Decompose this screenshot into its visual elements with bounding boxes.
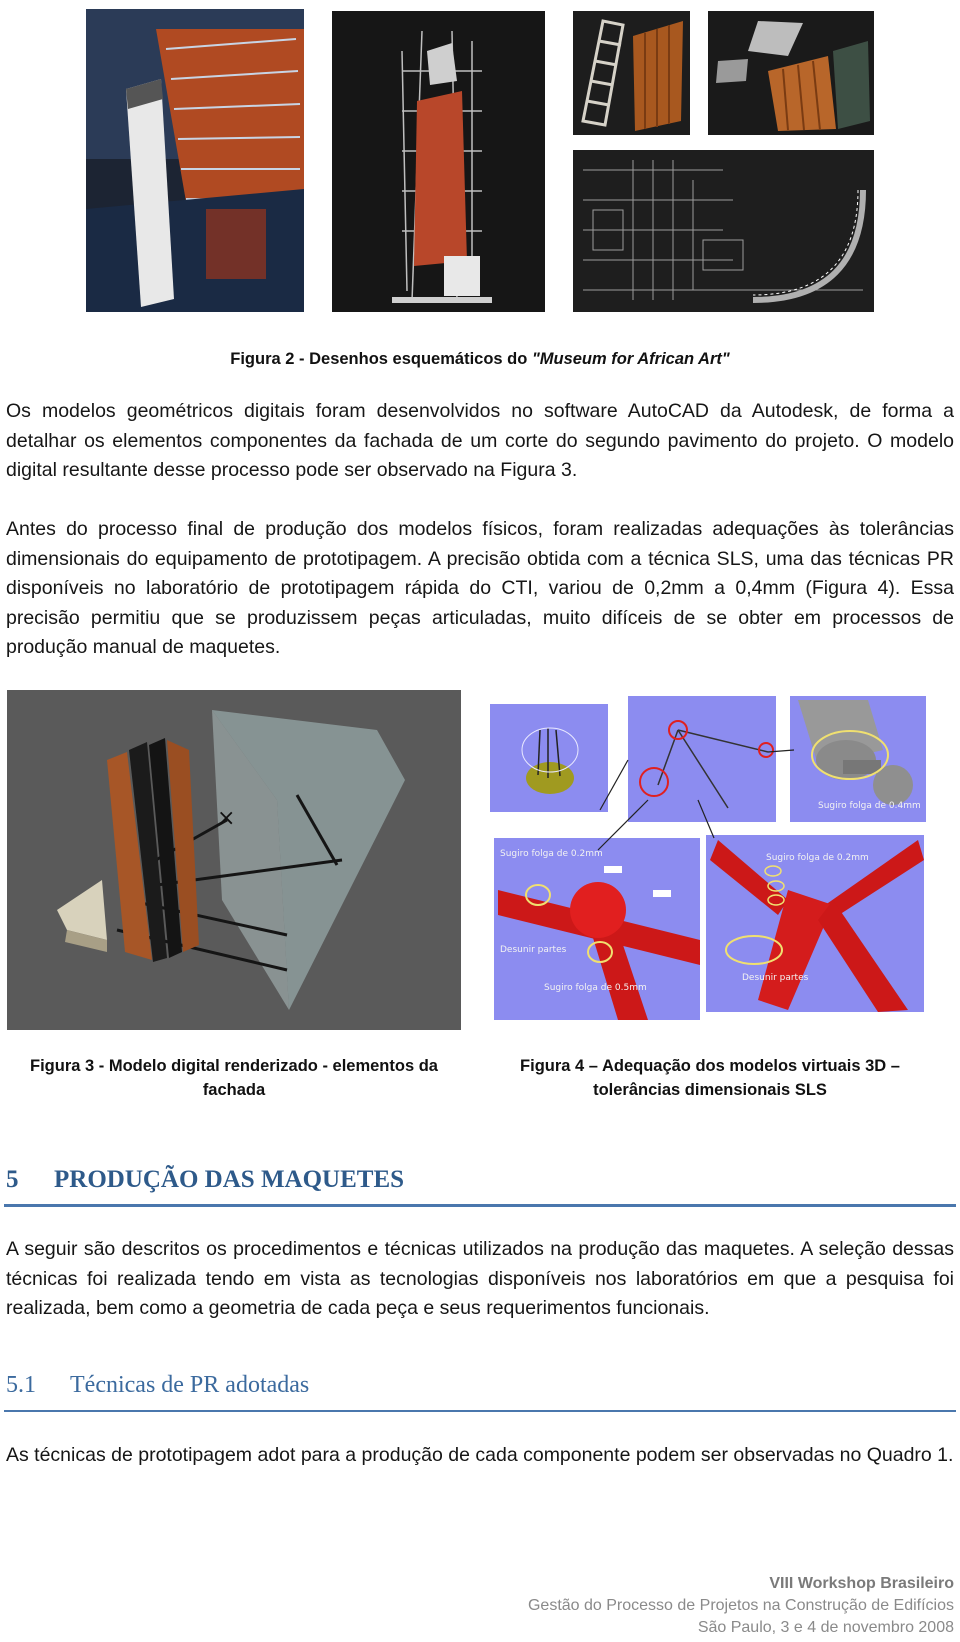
- paragraph-4: As técnicas de prototipagem adot para a produção de cada componente podem ser observadas no Quadro 1.: [6, 1444, 954, 1466]
- section-5-heading: [6, 1166, 404, 1194]
- figure-3-image: [7, 690, 461, 1030]
- section-5-1-number: 5.1: [6, 1372, 36, 1398]
- label-desunir-left: Desunir partes: [500, 945, 567, 955]
- section-5-1-heading: [6, 1372, 309, 1399]
- figure-4-caption-line-2: tolerâncias dimensionais SLS: [593, 1081, 827, 1099]
- figure-2-caption-title: "Museum for African Art": [531, 350, 730, 368]
- label-folga-02-right: Sugiro folga de 0.2mm: [766, 853, 869, 863]
- label-folga-02-left: Sugiro folga de 0.2mm: [500, 849, 603, 859]
- section-5-1-title: Técnicas de PR adotadas: [70, 1372, 310, 1398]
- paragraph-3: A seguir são descritos os procedimentos e técnicas utilizados na produção das maquetes. A seleção dessas técnicas foi realizada tendo em vista as tecnologias disponíveis nos laboratórios em que a pesquisa foi realizada, bem como a geometria de cada peça e seus requerimentos funcionais.: [6, 1238, 954, 1319]
- section-5-1-rule: [4, 1410, 956, 1412]
- figure-2-image-2: [332, 11, 545, 312]
- label-desunir-right: Desunir partes: [742, 973, 809, 983]
- footer-event-name: VIII Workshop Brasileiro: [769, 1575, 954, 1592]
- figure-3-caption-line-2: fachada: [202, 1081, 266, 1099]
- figure-2-image-3b: [708, 11, 874, 135]
- figure-2-caption: [0, 347, 960, 371]
- paragraph-1: Os modelos geométricos digitais foram desenvolvidos no software AutoCAD da Autodesk, de forma a detalhar os elementos componentes da fachada de um corte do segundo pavimento do projeto. O modelo digital resultante desse processo pode ser observado na Figura 3.: [6, 400, 954, 481]
- label-folga-05: Sugiro folga de 0.5mm: [544, 983, 647, 993]
- label-folga-04: Sugiro folga de 0.4mm: [818, 801, 921, 811]
- figure-2-caption-prefix: Figura 2 - Desenhos esquemáticos do: [230, 350, 532, 368]
- paragraph-2: Antes do processo final de produção dos modelos físicos, foram realizadas adequações às tolerâncias dimensionais do equipamento de prototipagem. A precisão obtida com a técnica SLS, uma das técnicas PR disponíveis no laboratório de prototipagem rápida do CTI, variou de 0,2mm a 0,4mm (Figura 4). Essa precisão permitiu que se produzissem peças articuladas, muito difíceis de se obter em processos de produção manual de maquetes.: [6, 518, 954, 658]
- footer-event-subtitle: Gestão do Processo de Projetos na Construção de Edifícios: [527, 1597, 954, 1614]
- footer: [528, 1573, 954, 1639]
- section-5-number: 5: [6, 1166, 19, 1193]
- figure-4-image: [488, 690, 928, 1030]
- figure-2-image-1: [86, 9, 304, 312]
- figure-3-caption: [2, 1054, 466, 1102]
- figure-4-caption-line-1: Figura 4 – Adequação dos modelos virtuais 3D –: [520, 1057, 900, 1075]
- figure-3-caption-line-1: Figura 3 - Modelo digital renderizado - elementos da: [30, 1057, 438, 1075]
- figure-4-caption: [486, 1054, 934, 1102]
- section-5-title: PRODUÇÃO DAS MAQUETES: [54, 1166, 405, 1193]
- footer-event-date: São Paulo, 3 e 4 de novembro 2008: [697, 1619, 954, 1636]
- svg-text:×: ×: [217, 806, 236, 831]
- figure-2-image-4: [573, 150, 874, 312]
- figure-2-image-3a: [573, 11, 690, 135]
- section-5-rule: [4, 1204, 956, 1207]
